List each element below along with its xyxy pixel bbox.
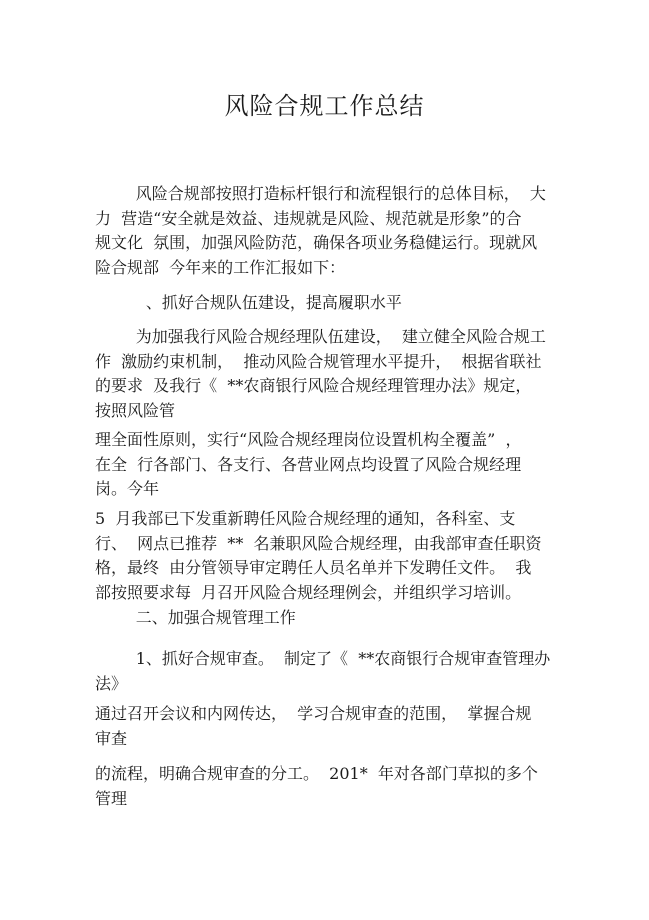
text-line: 的要求 及我行《 **农商银行风险合规经理管理办法》规定， (95, 376, 532, 395)
text-line: 5 月我部已下发重新聘任风险合规经理的通知，各科室、支 (95, 509, 516, 528)
paragraph-process (95, 762, 555, 811)
document-title: 风险合规工作总结 (224, 92, 425, 120)
text-line: 规文化 氛围，加强风险防范，确保各项业务稳健运行。现就风 (95, 233, 538, 252)
paragraph-intro (95, 182, 555, 280)
paragraph-team-building (95, 325, 555, 423)
text-line: 力 营造“安全就是效益、违规就是风险、规范就是形象”的合 (95, 208, 522, 228)
text-line: 在全 行各部门、各支行、各营业网点均设置了风险合规经理 (95, 454, 522, 474)
text-line: 二、加强合规管理工作 (95, 608, 296, 627)
text-line: 1、抓好合规审查。 制定了《 **农商银行合规审查管理办 (95, 649, 551, 668)
text-line: 部按照要求每 月召开风险合规经理例会，并组织学习培训。 (95, 582, 522, 602)
paragraph-compliance-review (95, 647, 555, 696)
text-line: 岗。今年 (95, 479, 160, 498)
text-line: 为加强我行风险合规经理队伍建设， 建立健全风险合规工 (95, 327, 546, 346)
text-line: 险合规部 今年来的工作汇报如下： (95, 257, 346, 277)
section-heading-2 (95, 606, 555, 631)
text-line: 通过召开会议和内网传达， 学习合规审查的范围， 掌握合规 (95, 704, 532, 723)
section-heading-1 (95, 291, 555, 316)
text-line: 、抓好合规队伍建设，提高履职水平 (95, 293, 402, 312)
text-line: 法》 (95, 673, 128, 693)
text-line: 格，最终 由分管领导审定聘任人员名单并下发聘任文件。 我 (95, 558, 532, 577)
text-line: 管理 (95, 788, 128, 808)
text-line: 的流程，明确合规审查的分工。 201* 年对各部门草拟的多个 (95, 764, 538, 783)
paragraph-meeting (95, 702, 555, 751)
text-line: 审查 (95, 728, 128, 748)
text-line: 作 激励约束机制， 推动风险合规管理水平提升， 根据省联社 (95, 351, 542, 371)
paragraph-coverage (95, 428, 555, 502)
text-line: 按照风险管 (95, 400, 176, 420)
text-line: 行、 网点已推荐 ** 名兼职风险合规经理，由我部审查任职资 (95, 533, 542, 553)
text-line: 风险合规部按照打造标杆银行和流程银行的总体目标， 大 (95, 184, 546, 203)
text-line: 理全面性原则，实行“风险合规经理岗位设置机构全覆盖” ， (95, 430, 522, 449)
paragraph-appointment (95, 507, 555, 605)
